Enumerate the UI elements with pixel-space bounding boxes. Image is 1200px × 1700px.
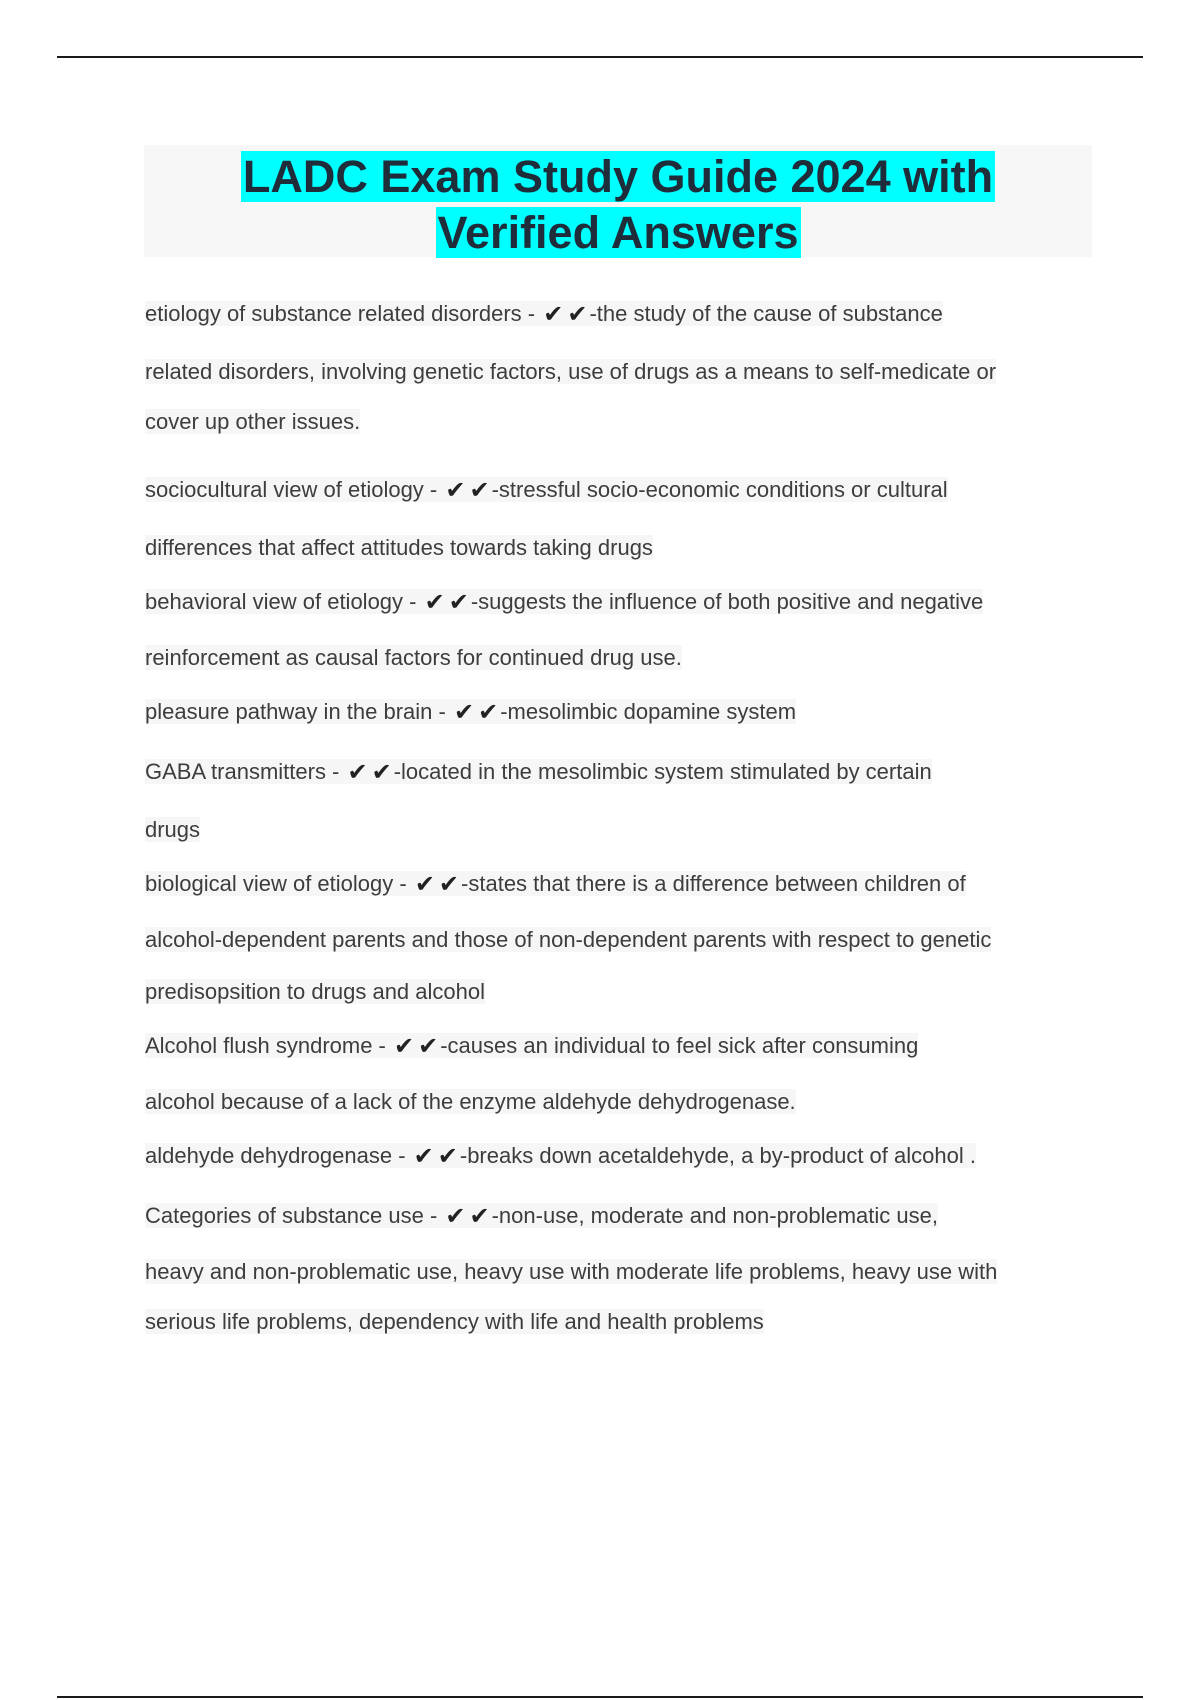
qa-line (145, 816, 200, 844)
qa-line (145, 1032, 918, 1060)
qa-line (145, 300, 943, 328)
qa-line (145, 698, 796, 726)
qa-line (145, 358, 996, 386)
qa-line (145, 1202, 938, 1230)
qa-answer: -mesolimbic dopamine system (500, 699, 797, 724)
qa-line (145, 870, 966, 898)
title-line-2: Verified Answers (437, 207, 799, 258)
check-mark-icon: ✔ (394, 1032, 415, 1060)
qa-line (145, 534, 653, 562)
qa-answer-continued: reinforcement as causal factors for continued drug use. (145, 645, 682, 670)
qa-term: GABA transmitters - (145, 759, 346, 784)
qa-answer-continued: alcohol because of a lack of the enzyme aldehyde dehydrogenase. (145, 1089, 796, 1114)
qa-term: biological view of etiology - (145, 871, 413, 896)
qa-term: Categories of substance use - (145, 1203, 444, 1228)
qa-line (145, 588, 983, 616)
qa-line (145, 644, 682, 672)
qa-answer: -the study of the cause of substance (589, 301, 943, 326)
qa-line (145, 926, 991, 954)
check-mark-icon: ✔ (413, 1142, 434, 1170)
bottom-rule (57, 1696, 1143, 1698)
check-mark-icon: ✔ (448, 588, 469, 616)
qa-line (145, 1258, 997, 1286)
qa-answer: -causes an individual to feel sick after consuming (440, 1033, 919, 1058)
top-rule (57, 56, 1143, 58)
qa-answer-continued: predisopsition to drugs and alcohol (145, 979, 486, 1004)
qa-answer: -breaks down acetaldehyde, a by-product of alcohol . (459, 1143, 976, 1168)
qa-line (145, 978, 485, 1006)
qa-term: sociocultural view of etiology - (145, 477, 444, 502)
qa-answer-continued: drugs (145, 817, 201, 842)
check-mark-icon: ✔ (371, 758, 392, 786)
qa-line (145, 476, 948, 504)
check-mark-icon: ✔ (438, 870, 460, 898)
qa-answer-continued: differences that affect attitudes towards taking drugs (145, 535, 653, 560)
check-mark-icon: ✔ (478, 698, 499, 726)
qa-answer-continued: alcohol-dependent parents and those of non-dependent parents with respect to genetic (145, 927, 992, 952)
check-mark-icon: ✔ (437, 1142, 458, 1170)
qa-answer: -non-use, moderate and non-problematic use, (491, 1203, 938, 1228)
qa-answer-continued: cover up other issues. (145, 409, 361, 434)
qa-term: pleasure pathway in the brain - (145, 699, 452, 724)
qa-term: etiology of substance related disorders - (145, 301, 542, 326)
title-banner (144, 145, 1092, 257)
check-mark-icon: ✔ (543, 300, 564, 328)
check-mark-icon: ✔ (445, 1202, 466, 1230)
qa-term: Alcohol flush syndrome - (145, 1033, 392, 1058)
qa-answer: -suggests the influence of both positive and negative (470, 589, 984, 614)
qa-line (145, 1088, 796, 1116)
check-mark-icon: ✔ (414, 870, 435, 898)
check-mark-icon: ✔ (424, 588, 445, 616)
check-mark-icon: ✔ (469, 476, 490, 504)
check-mark-icon: ✔ (418, 1032, 439, 1060)
qa-answer-continued: related disorders, involving genetic factors, use of drugs as a means to self-medicate or (145, 359, 997, 384)
check-mark-icon: ✔ (347, 758, 368, 786)
check-mark-icon: ✔ (445, 476, 466, 504)
qa-line (145, 758, 932, 786)
qa-answer-continued: heavy and non-problematic use, heavy use with moderate life problems, heavy use with (145, 1259, 998, 1284)
page-title (144, 145, 1092, 261)
qa-line (145, 1308, 764, 1336)
qa-answer: -located in the mesolimbic system stimulated by certain (393, 759, 932, 784)
check-mark-icon: ✔ (453, 698, 475, 726)
qa-answer: -states that there is a difference between children of (461, 871, 966, 896)
check-mark-icon: ✔ (567, 300, 588, 328)
qa-answer-continued: serious life problems, dependency with life and health problems (145, 1309, 764, 1334)
qa-term: aldehyde dehydrogenase - (145, 1143, 412, 1168)
qa-line (145, 408, 360, 436)
qa-term: behavioral view of etiology - (145, 589, 423, 614)
check-mark-icon: ✔ (469, 1202, 490, 1230)
qa-line (145, 1142, 976, 1170)
qa-answer: -stressful socio-economic conditions or cultural (491, 477, 948, 502)
title-line-1: LADC Exam Study Guide 2024 with (242, 151, 994, 202)
